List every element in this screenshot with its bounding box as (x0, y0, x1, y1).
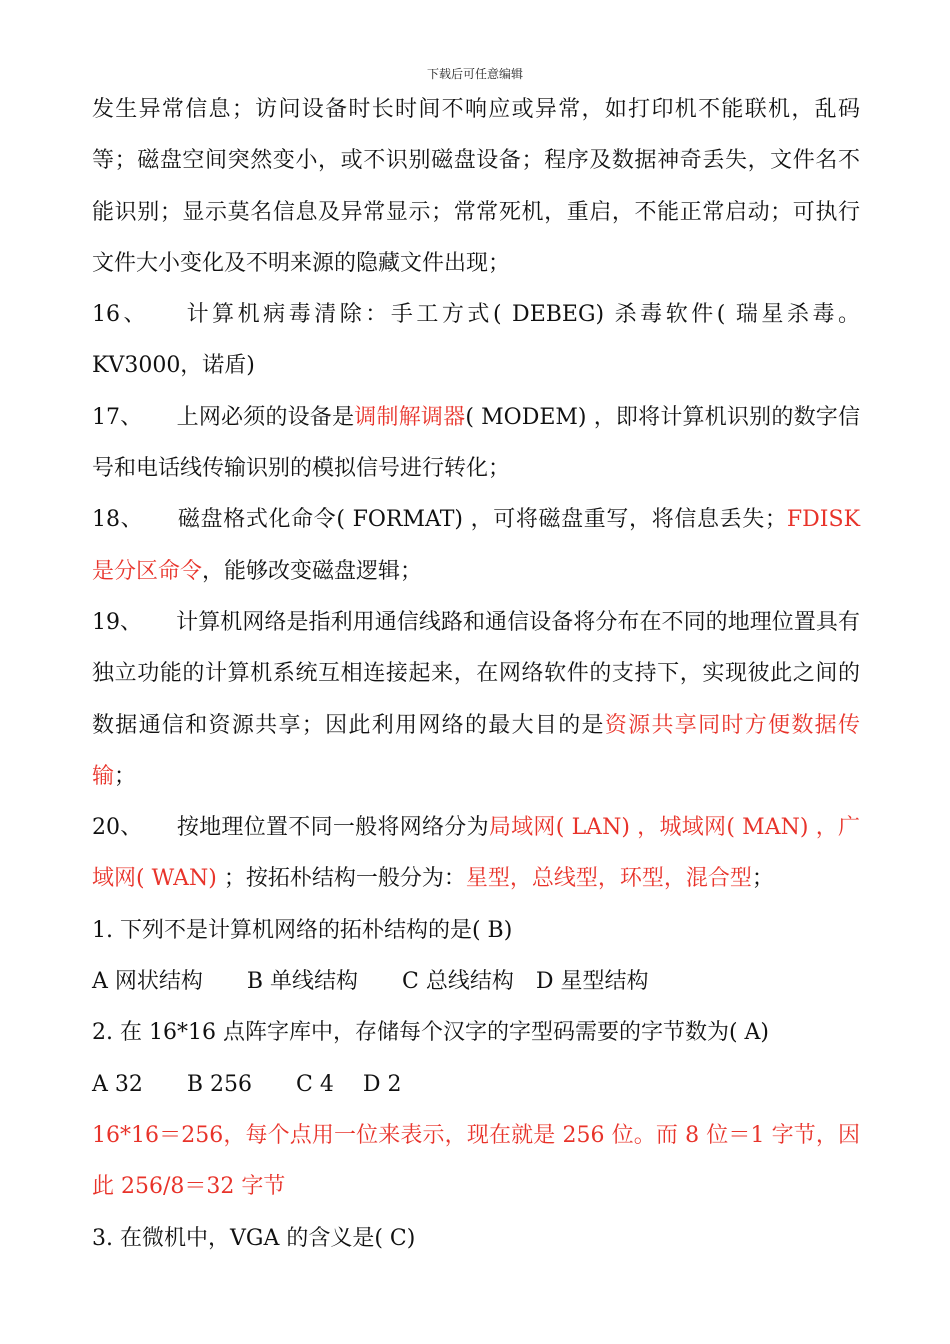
item-number: 16、 (92, 302, 150, 328)
item-number: 17、 (92, 404, 143, 430)
body-text: 2. 在 16*16 点阵字库中，存储每个汉字的字型码需要的字节数为( A) (92, 1020, 770, 1046)
paragraph (92, 1110, 860, 1213)
body-text: ； (751, 866, 774, 892)
highlighted-text: 调制解调器 (354, 404, 466, 430)
paragraph (92, 905, 860, 956)
paragraph (92, 802, 860, 905)
body-text: ； (114, 763, 137, 789)
paragraph (92, 392, 860, 495)
body-text: 1. 下列不是计算机网络的拓朴结构的是( B) (92, 917, 513, 943)
paragraph (92, 84, 860, 289)
paragraph (92, 494, 860, 597)
body-text: 上网必须的设备是 (176, 404, 355, 430)
body-text: A 网状结构 B 单线结构 C 总线结构 D 星型结构 (92, 969, 649, 995)
body-text: A 32 B 256 C 4 D 2 (92, 1071, 402, 1097)
paragraph (92, 956, 860, 1007)
highlighted-text: 资源共享同时方便数据传输 (92, 712, 860, 789)
highlighted-text: 星型，总线型，环型，混合型 (465, 866, 752, 892)
body-text: ；按拓朴结构一般分为： (216, 866, 466, 892)
body-text: ( MODEM) ，即将计算机识别的数字信号和电话线传输识别的模拟信号进行转化； (92, 404, 860, 482)
paragraph (92, 597, 860, 802)
body-text: 计算机病毒清除：手工方式( DEBEG) 杀毒软件( 瑞星杀毒。KV3000，诺盾) (92, 302, 860, 379)
body-text: 发生异常信息；访问设备时长时间不响应或异常，如打印机不能联机，乱码等；磁盘空间突然变小，或不识别磁盘设备；程序及数据神奇丢失，文件名不能识别；显示莫名信息及异常显示；常常死机，重启，不能正常启动；可执行文件大小变化及不明来源的隐藏文件出现； (92, 97, 860, 276)
body-text: ，能够改变磁盘逻辑； (202, 558, 423, 584)
paragraph (92, 1007, 860, 1058)
item-number: 19、 (92, 609, 143, 635)
body-text: 3. 在微机中，VGA 的含义是( C) (92, 1225, 416, 1251)
item-number: 20、 (92, 815, 143, 841)
highlighted-text: FDISK 是分区命令 (92, 507, 861, 584)
paragraph (92, 289, 860, 392)
page-header: 下载后可任意编辑 (426, 67, 523, 81)
paragraph (92, 1059, 860, 1110)
highlighted-text: 局域网( LAN) ，城域网( MAN) ，广域网( WAN) (92, 815, 860, 892)
body-text: 磁盘格式化命令( FORMAT) ，可将磁盘重写，将信息丢失； (177, 507, 787, 533)
highlighted-text: 16*16＝256，每个点用一位来表示，现在就是 256 位。而 8 位＝1 字节，因此 256/8＝32 字节 (92, 1122, 860, 1200)
document-body (92, 84, 860, 1264)
body-text: 计算机网络是指利用通信线路和通信设备将分布在不同的地理位置具有独立功能的计算机系统互相连接起来，在网络软件的支持下，实现彼此之间的数据通信和资源共享；因此利用网络的最大目的是 (92, 609, 860, 738)
paragraph (92, 1213, 860, 1264)
item-number: 18、 (92, 507, 144, 533)
body-text: 按地理位置不同一般将网络分为 (176, 815, 489, 841)
